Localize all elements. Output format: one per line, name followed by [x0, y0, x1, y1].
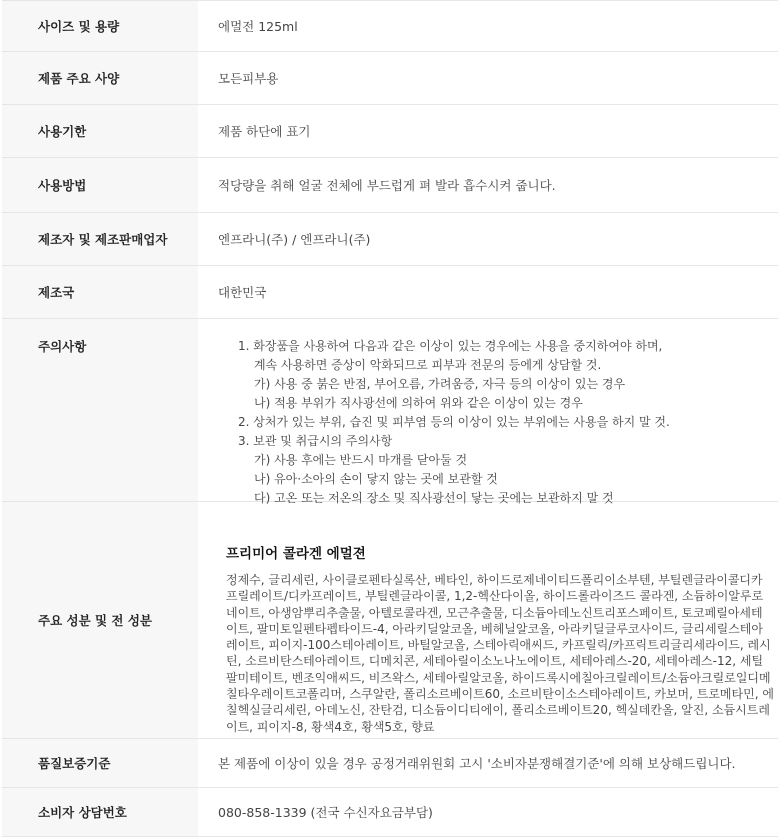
row-label: 품질보증기준: [2, 739, 198, 787]
row-manufacturer: [2, 213, 778, 266]
row-value: 제품 하단에 표기: [218, 124, 311, 139]
caution-line: 1. 화장품을 사용하여 다음과 같은 이상이 있는 경우에는 사용을 중지하여야 하며,: [238, 339, 663, 353]
row-label: 사용방법: [2, 158, 198, 212]
row-label: 제조자 및 제조판매업자: [2, 213, 198, 265]
row-value: 본 제품에 이상이 있을 경우 공정거래위원회 고시 '소비자분쟁해결기준'에 의해 보상해드립니다.: [218, 756, 736, 771]
row-contact: [2, 788, 778, 837]
row-value: 적당량을 취해 얼굴 전체에 부드럽게 펴 발라 흡수시켜 줍니다.: [218, 178, 556, 193]
caution-line: 2. 상처가 있는 부위, 습진 및 피부염 등의 이상이 있는 부위에는 사용을 하지 말 것.: [238, 415, 670, 429]
ingredients-text: 정제수, 글리세린, 사이클로펜타실록산, 베타인, 하이드로제네이티드폴리이소부텐, 부틸렌글라이콜디카프릴레이트/디카프레이트, 부틸렌글라이콜, 1,2-헥산다이올, 하이드롤라이즈드 콜라겐, 소듐하이알루로네이트, 아생암뿌리추출물, 아텔로콜라겐, 모근추출물, 디소듐아데노신트리포스페이트, 토코페릴아세테이트, 팔미토일펜타펩타이드-4, 아라키딜알코올, 베헤닐알코올, 아라키딜글루코사이드, 글리세릴스테아레이트, 피이지-100스테아레이트, 바틸알코올, 스테아릭애씨드, 카프릴릭/카프릭트리글리세라이드, 레시틴, 소르비탄스테아레이트, 디메치콘, 세테아릴이소노나노에이트, 세테아레스-20, 세테아레스-12, 세틸팔미테이트, 벤조익애씨드, 비즈왁스, 세테아릴알코올, 하이드록시에칠아크릴레이트/소듐아크릴로일디메칠타우레이트코폴리머, 스쿠알란, 폴리소르베이트60, 소르비탄이소스테아레이트, 카보머, 트로메타민, 에칠헥실글리세린, 아데노신, 잔탄검, 디소듐이디티에이, 폴리소르베이트20, 헥실데칸올, 알진, 소듐시트레이트, 피이지-8, 황색4호, 황색5호, 향료: [226, 573, 774, 734]
caution-line: 나) 적용 부위가 직사광선에 의하여 위와 같은 이상이 있는 경우: [254, 396, 583, 410]
caution-line: 가) 사용 후에는 반드시 마개를 닫아둘 것: [254, 453, 468, 467]
row-label: 소비자 상담번호: [2, 788, 198, 836]
ingredients-title: 프리미어 콜라겐 에멀젼: [226, 546, 366, 562]
row-ingredients: [2, 502, 778, 739]
cautions-value: [198, 319, 778, 505]
row-label: 사용기한: [2, 105, 198, 157]
row-usage: [2, 158, 778, 213]
product-info-table: [2, 0, 778, 837]
row-label: 주의사항: [2, 319, 198, 501]
caution-line: 3. 보관 및 취급시의 주의사항: [238, 434, 393, 448]
row-label: 제품 주요 사양: [2, 52, 198, 104]
row-spec: [2, 52, 778, 105]
row-cautions: [2, 319, 778, 505]
row-value: 에멀전 125ml: [218, 19, 298, 34]
caution-line: 나) 유아·소아의 손이 닿지 않는 곳에 보관할 것: [254, 472, 498, 486]
row-label: 제조국: [2, 266, 198, 318]
ingredients-value: [198, 502, 778, 738]
row-country: [2, 266, 778, 319]
row-label: 주요 성분 및 전 성분: [2, 502, 198, 738]
row-size: [2, 1, 778, 52]
row-value: 엔프라니(주) / 엔프라니(주): [218, 232, 371, 247]
cautions-list: [218, 319, 670, 508]
caution-line: 계속 사용하면 증상이 악화되므로 피부과 전문의 등에게 상담할 것.: [254, 358, 602, 372]
ingredients-block: [218, 502, 778, 735]
row-value: 대한민국: [218, 285, 267, 300]
row-quality: [2, 739, 778, 788]
row-expiry: [2, 105, 778, 158]
caution-line: 가) 사용 중 붉은 반점, 부어오름, 가려움증, 자극 등의 이상이 있는 경우: [254, 377, 626, 391]
row-value: 080-858-1339 (전국 수신자요금부담): [218, 805, 433, 820]
row-value: 모든피부용: [218, 71, 279, 86]
caution-line: 다) 고온 또는 저온의 장소 및 직사광선이 닿는 곳에는 보관하지 말 것: [254, 491, 614, 505]
row-label: 사이즈 및 용량: [2, 1, 198, 51]
